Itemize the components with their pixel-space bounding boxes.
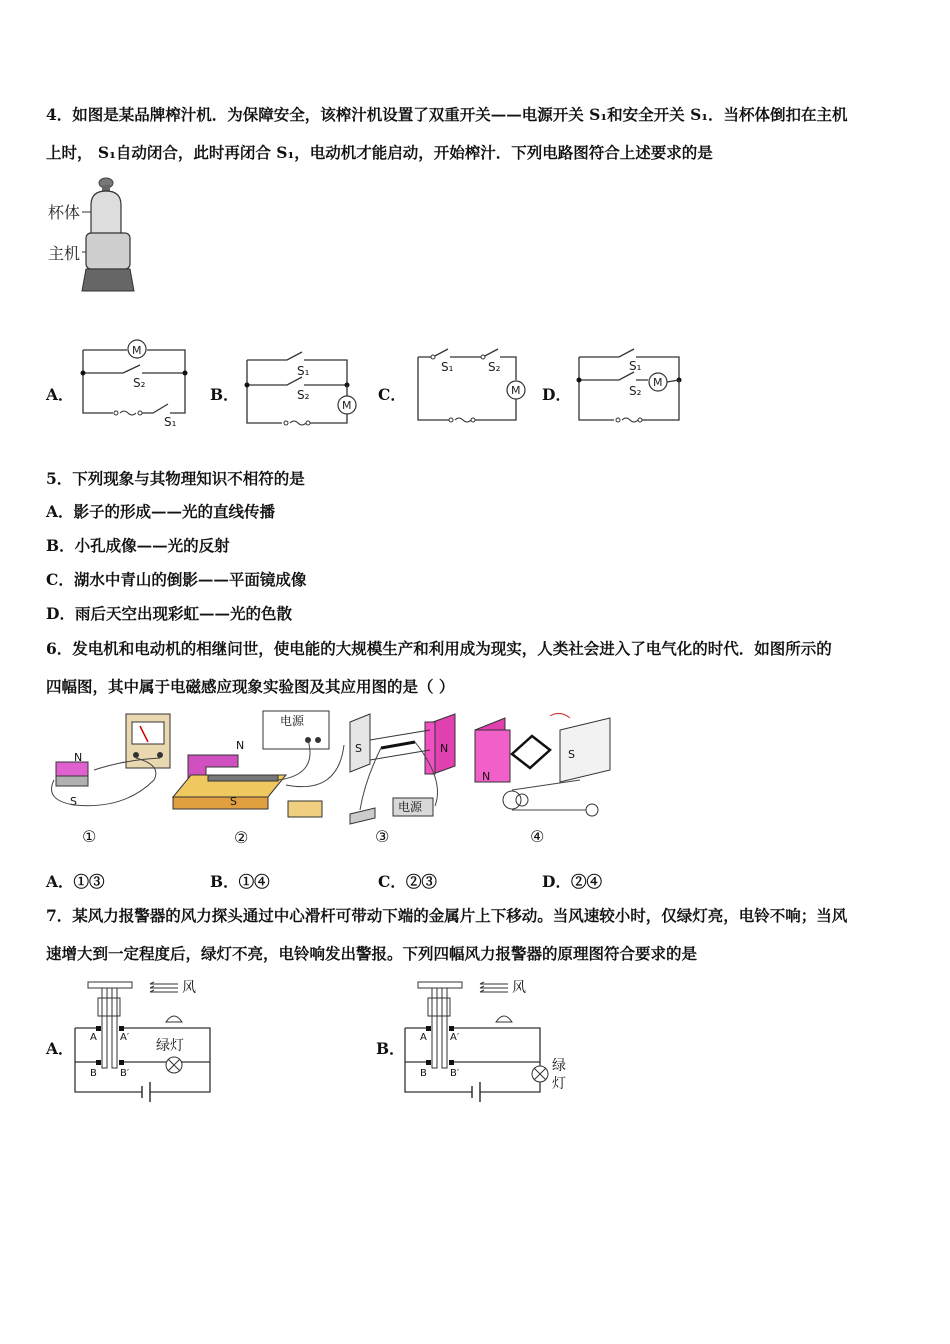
q6-figure-3 xyxy=(345,710,475,850)
q6-stem-line1: 6．发电机和电动机的相继问世，使电能的大规模生产和利用成为现实，人类社会进入了电气化的时代．如图所示的 xyxy=(46,639,832,658)
svg-text:N: N xyxy=(236,739,245,752)
svg-text:S₁: S₁ xyxy=(297,364,310,378)
q4-option-a: A． xyxy=(46,385,74,404)
q4-option-b: B． xyxy=(210,385,239,404)
svg-text:N: N xyxy=(74,751,83,764)
svg-text:M: M xyxy=(511,384,521,397)
wind-alarm-b xyxy=(400,972,570,1107)
svg-text:A: A xyxy=(90,1032,97,1043)
figure-number-3: ③ xyxy=(375,827,390,846)
svg-text:S₂: S₂ xyxy=(629,384,642,398)
svg-text:绿灯: 绿灯 xyxy=(156,1038,184,1054)
svg-text:风: 风 xyxy=(512,980,526,996)
figure-number-2: ② xyxy=(234,828,249,847)
q5-option-d: D．雨后天空出现彩虹——光的色散 xyxy=(46,604,292,623)
base-label: 主机 xyxy=(48,244,81,263)
svg-text:N: N xyxy=(440,742,449,755)
svg-text:M: M xyxy=(342,399,352,412)
q5-stem: 5．下列现象与其物理知识不相符的是 xyxy=(46,469,305,488)
svg-text:S₂: S₂ xyxy=(488,360,501,374)
q6-figure-1 xyxy=(44,710,174,850)
q7-option-a: A． xyxy=(46,1039,74,1058)
svg-text:S: S xyxy=(355,742,362,755)
svg-text:B: B xyxy=(90,1068,97,1079)
q7-stem-line2: 速增大到一定程度后，绿灯不亮，电铃响发出警报。下列四幅风力报警器的原理图符合要求的是 xyxy=(46,944,698,963)
svg-text:B: B xyxy=(420,1068,427,1079)
svg-text:A: A xyxy=(420,1032,427,1043)
svg-text:灯: 灯 xyxy=(552,1076,566,1092)
svg-text:N: N xyxy=(482,770,491,783)
circuit-c xyxy=(413,345,533,430)
q5-option-c: C．湖水中青山的倒影——平面镜成像 xyxy=(46,570,307,589)
q6-option-b: B．①④ xyxy=(210,872,270,891)
svg-text:电源: 电源 xyxy=(280,714,305,728)
svg-text:S: S xyxy=(70,795,77,808)
motor-label: M xyxy=(132,344,142,357)
svg-text:B′: B′ xyxy=(120,1068,130,1079)
circuit-b xyxy=(242,345,357,430)
q4-stem-line2: 上时， S₁自动闭合，此时再闭合 S₁，电动机才能启动，开始榨汁．下列电路图符合上述要求的是 xyxy=(46,143,713,162)
svg-text:绿: 绿 xyxy=(552,1058,566,1074)
svg-text:A′: A′ xyxy=(120,1032,130,1043)
q6-figure-4 xyxy=(470,710,620,850)
q4-option-c: C． xyxy=(378,385,406,404)
svg-text:电源: 电源 xyxy=(398,800,423,814)
svg-text:S: S xyxy=(230,795,237,808)
cup-label: 杯体 xyxy=(48,203,81,222)
svg-text:B′: B′ xyxy=(450,1068,460,1079)
q6-figure-2 xyxy=(168,705,348,850)
switch-label-s1: S₁ xyxy=(164,415,177,429)
wind-alarm-a xyxy=(70,972,215,1107)
q4-stem-line1: 4．如图是某品牌榨汁机．为保障安全，该榨汁机设置了双重开关——电源开关 S₁和安全开关 S₁．当杯体倒扣在主机 xyxy=(46,105,848,124)
q7-stem-line1: 7．某风力报警器的风力探头通过中心滑杆可带动下端的金属片上下移动。当风速较小时，仅绿灯亮，电铃不响；当风 xyxy=(46,906,848,925)
svg-text:S: S xyxy=(568,748,575,761)
svg-text:M: M xyxy=(653,376,663,389)
svg-text:A′: A′ xyxy=(450,1032,460,1043)
q6-option-d: D．②④ xyxy=(542,872,602,891)
svg-text:S₂: S₂ xyxy=(297,388,310,402)
switch-label-s2: S₂ xyxy=(133,376,146,390)
figure-number-4: ④ xyxy=(530,827,545,846)
q6-option-a: A．①③ xyxy=(46,872,105,891)
svg-text:S₁: S₁ xyxy=(629,359,642,373)
juicer-figure xyxy=(44,175,144,295)
q6-stem-line2: 四幅图，其中属于电磁感应现象实验图及其应用图的是（ ） xyxy=(46,677,455,696)
circuit-d xyxy=(574,345,689,430)
svg-text:S₁: S₁ xyxy=(441,360,454,374)
svg-text:风: 风 xyxy=(182,980,196,996)
q5-option-a: A．影子的形成——光的直线传播 xyxy=(46,502,276,521)
q6-option-c: C．②③ xyxy=(378,872,437,891)
q5-option-b: B．小孔成像——光的反射 xyxy=(46,536,230,555)
q7-option-b: B． xyxy=(376,1039,405,1058)
circuit-a xyxy=(78,335,193,430)
figure-number-1: ① xyxy=(82,827,97,846)
q4-option-d: D． xyxy=(542,385,571,404)
